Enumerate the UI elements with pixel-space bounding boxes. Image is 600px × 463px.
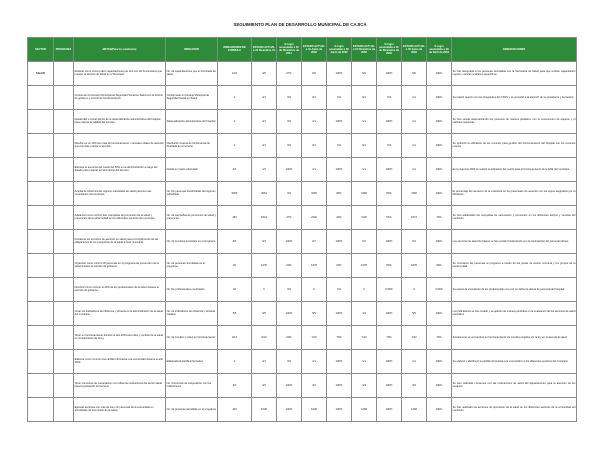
formula-cell: 1 — [218, 109, 252, 133]
meta-cell: Adelantar como mínimo diez campañas de promoción de la salud y prevención de la enfermedad en los diferentes sectores del municipio. — [74, 205, 166, 229]
formula-cell: 100 — [218, 397, 252, 421]
value-cell: 67% — [277, 61, 302, 85]
program-cell — [54, 181, 74, 205]
value-cell: 0/1 — [252, 349, 277, 373]
program-cell — [54, 109, 74, 133]
value-cell: 1574 — [402, 205, 427, 229]
document-title: SEGUIMIENTO PLAN DE DESARROLLO MUNICIPAL DE CAJICÁ — [233, 22, 367, 27]
indicator-cell: No. De profesionales nombrados — [166, 277, 218, 301]
program-cell — [54, 133, 74, 157]
value-cell: 100% — [327, 301, 352, 325]
value-cell: 3/3 — [302, 373, 327, 397]
value-cell: 100% — [427, 181, 452, 205]
value-cell: 0.00% — [427, 277, 452, 301]
indicator-cell: Sistematización administrativa del hospital — [166, 109, 218, 133]
value-cell: 1/1 — [352, 109, 377, 133]
formula-cell: 1 — [218, 85, 252, 109]
sector-cell — [28, 133, 54, 157]
column-header: % logro acumulado a 31 de Diciembre de 2011 — [277, 38, 302, 62]
value-cell: 100% — [427, 109, 452, 133]
value-cell: 100% — [427, 85, 452, 109]
value-cell: 70% — [377, 325, 402, 349]
meta-cell: Fortalecer los servicios de atención en salud para el cumplimiento de las obligaciones de los programas de la salud a nivel municipal. — [74, 229, 166, 253]
value-cell: 6/6 — [402, 61, 427, 85]
value-cell: 6/7 — [302, 229, 327, 253]
table-row — [28, 205, 577, 229]
value-cell: 100% — [327, 397, 352, 421]
value-cell: 1378 — [302, 253, 327, 277]
observation-cell: Se vincularon las personas al programa a través de las juntas de acción comunal y los grupos de la tercera edad. — [452, 253, 577, 277]
indicator-cell: No. de servicios prestados en el programa — [166, 229, 218, 253]
column-header: % logro acumulado a 30 Junio de 2002 — [327, 38, 352, 62]
meta-cell: Organizar como mínimo 30 personas en el programa de prevención de la salud durante el período de gobierno. — [74, 253, 166, 277]
indicator-cell: No. de campañas de promoción de salud y prevención — [166, 205, 218, 229]
table-row — [28, 253, 577, 277]
meta-cell: Ejecutar acciones con más de cien mil personas de la comunidad en actividades de promoción de la salud. — [74, 397, 166, 421]
value-cell: 4/4 — [352, 301, 377, 325]
table-row — [28, 85, 577, 109]
observation-cell: En la vigencia 2002 se realizó la aplicación del cuarto para el funcionamiento de la ESE del municipio. — [452, 157, 577, 181]
table-row — [28, 325, 577, 349]
value-cell: 2340 — [302, 205, 327, 229]
value-cell: 100% — [277, 397, 302, 421]
value-cell: 60% — [327, 253, 352, 277]
header-row — [28, 38, 577, 62]
program-cell — [54, 205, 74, 229]
table-row — [28, 277, 577, 301]
column-header: ESTADO ACTUAL a 31 Junio de 2002 — [302, 38, 327, 62]
value-cell: 0/1 — [252, 109, 277, 133]
value-cell: 80% — [327, 181, 352, 205]
program-cell — [54, 277, 74, 301]
value-cell: 100% — [427, 157, 452, 181]
value-cell: 7/10 — [352, 325, 377, 349]
value-cell: 80% — [427, 253, 452, 277]
value-cell: 0% — [327, 277, 352, 301]
sector-cell — [28, 325, 54, 349]
sector-cell — [28, 85, 54, 109]
meta-cell: Realizar como mínimo diez capacitaciones por año con los funcionarios que prestan el servicio de salud en el Municipio. — [74, 61, 166, 85]
sector-cell — [28, 277, 54, 301]
value-cell: 1/1 — [402, 109, 427, 133]
indicator-cell: No. de personas vinculadas en el programa — [166, 253, 218, 277]
value-cell: 100% — [277, 229, 302, 253]
formula-cell: 160 — [218, 205, 252, 229]
value-cell: 80% — [377, 253, 402, 277]
value-cell: 6/4 — [352, 229, 377, 253]
observation-cell: Se han designado a los personas vinculadas con la Secretaría de Salud para que reciban capacitación regular y asistan a talleres específicos. — [452, 61, 577, 85]
value-cell: 100% — [327, 109, 352, 133]
table-row — [28, 61, 577, 85]
value-cell: 6/6 — [352, 61, 377, 85]
value-cell: 3469 — [352, 181, 377, 205]
meta-cell: Elaborar como mínimo una cartilla informativa a la comunidad durante el año 2002. — [74, 349, 166, 373]
value-cell: 3/6 — [252, 61, 277, 85]
value-cell: 100% — [327, 229, 352, 253]
formula-cell: 3/3 — [218, 373, 252, 397]
value-cell: 1/1 — [302, 109, 327, 133]
value-cell: 0/1 — [252, 133, 277, 157]
column-header: ESTADO ACTUAL a 30 Junio de 2003 — [402, 38, 427, 62]
value-cell: 100% — [377, 373, 402, 397]
value-cell: 6 — [252, 277, 277, 301]
formula-cell: 30 — [218, 253, 252, 277]
value-cell: 0% — [377, 85, 402, 109]
value-cell: 100% — [277, 301, 302, 325]
table-row — [28, 181, 577, 205]
table-row — [28, 373, 577, 397]
observation-cell: El porcentaje del aumento de la cobertura se ha presentado de acuerdo con los cupos asignados por el Ministerio. — [452, 181, 577, 205]
value-cell: 1048 — [302, 397, 327, 421]
value-cell: 0 — [402, 277, 427, 301]
value-cell: 1/1 — [352, 349, 377, 373]
value-cell: 100% — [427, 373, 452, 397]
indicator-cell: Conformado el Consejo Municipal de Seguridad Social en Salud — [166, 85, 218, 109]
table-row — [28, 301, 577, 325]
table-row — [28, 133, 577, 157]
column-header: SECTOR — [28, 38, 54, 62]
value-cell: 0/1 — [252, 85, 277, 109]
sector-cell — [28, 349, 54, 373]
value-cell: 5/4 — [252, 229, 277, 253]
value-cell: 1/1 — [402, 157, 427, 181]
column-header: % logro acumulado a 30 de Abril de 2003 — [427, 38, 452, 62]
meta-cell: Desarrollar e incluir dentro de la sistematización administrativa del hospital para mejorar la calidad del servicio. — [74, 109, 166, 133]
program-cell — [54, 61, 74, 85]
indicator-cell: No. de personas atendidas en el programa — [166, 397, 218, 421]
column-header: ESTADO ACTUAL a 31 Diciembre 01 — [252, 38, 277, 62]
meta-cell: Conformar el Consejo Municipal de Seguridad Social en Salud con la función de gobierno y control de funcionamiento. — [74, 85, 166, 109]
value-cell: 100% — [377, 301, 402, 325]
value-cell: 6/10 — [252, 325, 277, 349]
value-cell: 3469 — [302, 181, 327, 205]
formula-cell: 1 — [218, 349, 252, 373]
program-cell — [54, 253, 74, 277]
value-cell: 37% — [277, 205, 302, 229]
indicator-cell: Desde un cuarto efectuado — [166, 157, 218, 181]
sector-cell — [28, 157, 54, 181]
value-cell: 60% — [277, 253, 302, 277]
value-cell: 100% — [377, 349, 402, 373]
column-header: % logro acumulado a 31 de Diciembre de 2002 — [377, 38, 402, 62]
sector-cell — [28, 205, 54, 229]
value-cell: 0/1 — [352, 133, 377, 157]
value-cell: 100% — [277, 373, 302, 397]
value-cell: 3/3 — [402, 373, 427, 397]
value-cell: 54% — [377, 205, 402, 229]
value-cell: 70% — [427, 205, 452, 229]
value-cell: 0% — [277, 277, 302, 301]
sector-cell — [28, 181, 54, 205]
observation-cell: Se optimizó la utilización de los recursos para gestión del funcionamiento del hospital con los recursos propios. — [452, 133, 577, 157]
value-cell: 0% — [277, 181, 302, 205]
value-cell: 0% — [327, 133, 352, 157]
value-cell: 1/1 — [402, 85, 427, 109]
sector-cell — [28, 373, 54, 397]
value-cell: 0 — [302, 277, 327, 301]
value-cell: 0/1 — [302, 133, 327, 157]
program-cell — [54, 373, 74, 397]
sector-cell — [28, 229, 54, 253]
program-cell — [54, 397, 74, 421]
value-cell: 100% — [277, 157, 302, 181]
value-cell: 100% — [377, 157, 402, 181]
value-cell: 100% — [427, 229, 452, 253]
formula-cell: 1 — [218, 133, 252, 157]
formula-cell: 10/4 — [218, 61, 252, 85]
value-cell: 1/1 — [302, 349, 327, 373]
value-cell: 100% — [427, 301, 452, 325]
observation-cell: Se han adelantado las campañas de vacunación y promoción en los diferentes barrios y veredas del municipio. — [452, 205, 577, 229]
program-cell — [54, 301, 74, 325]
value-cell: 7/10 — [402, 325, 427, 349]
value-cell: 1268 — [402, 397, 427, 421]
indicator-cell: No. de comités y redes en funcionamiento — [166, 325, 218, 349]
indicator-cell: Elaborada la cartilla informativa — [166, 349, 218, 373]
value-cell: 1844 — [252, 205, 277, 229]
value-cell: 1/1 — [402, 133, 427, 157]
column-header: OBSERVACIONES — [452, 38, 577, 62]
value-cell: 0% — [277, 133, 302, 157]
value-cell: 6/4 — [402, 229, 427, 253]
value-cell: 0% — [377, 133, 402, 157]
indicator-cell: No. de indicadores de eficiencia y eficacia creados — [166, 301, 218, 325]
formula-cell: 5/4 — [218, 229, 252, 253]
sector-cell — [28, 253, 54, 277]
program-cell — [54, 349, 74, 373]
program-cell — [54, 325, 74, 349]
observation-cell: Se han realizado convenios con las instituciones de salud del departamento para la atención de los usuarios. — [452, 373, 577, 397]
value-cell: 1678 — [352, 253, 377, 277]
sector-cell — [28, 397, 54, 421]
value-cell: 1/1 — [302, 157, 327, 181]
value-cell: 0% — [277, 85, 302, 109]
sector-cell: SALUD — [28, 61, 54, 85]
value-cell: 3/3 — [352, 373, 377, 397]
meta-cell: Nombrar como mínimo el 40% de los profesionales de la salud durante el período de gobierno. — [74, 277, 166, 301]
meta-cell: Ampliar la cobertura del régimen subsidiado de salud para los más necesitados del municipio. — [74, 181, 166, 205]
value-cell: 7/10 — [302, 325, 327, 349]
value-cell: 100% — [427, 61, 452, 85]
value-cell: 100% — [377, 229, 402, 253]
column-header: METAS(Para los cuatrienio) — [74, 38, 166, 62]
meta-cell: Efectuar el aumento del cuarto del 50% en la administración a cargo del Estado para mejorar la información del servicio. — [74, 157, 166, 181]
value-cell: 0/1 — [352, 85, 377, 109]
value-cell: 100% — [427, 133, 452, 157]
value-cell: 100% — [327, 349, 352, 373]
value-cell: 60% — [277, 325, 302, 349]
value-cell: 1268 — [352, 397, 377, 421]
value-cell: 0% — [277, 109, 302, 133]
column-header: INDICADOR — [166, 38, 218, 62]
value-cell: 1/1 — [352, 157, 377, 181]
observation-cell: Actualmente se encuentran en funcionamiento los comités exigidos por la ley en el área de la salud. — [452, 325, 577, 349]
value-cell: 100% — [327, 61, 352, 85]
value-cell: 80% — [377, 181, 402, 205]
indicator-table — [27, 37, 577, 422]
indicator-cell: No. de capacitaciones que lo formulado de salud — [166, 61, 218, 85]
meta-cell: Tener en funcionamiento durante el año 2001 las redes y comités de la salud en cumplimiento de la ley. — [74, 325, 166, 349]
value-cell: 5/5 — [402, 301, 427, 325]
table-row — [28, 397, 577, 421]
value-cell: 70% — [327, 325, 352, 349]
value-cell: 5/5 — [302, 301, 327, 325]
table-row — [28, 229, 577, 253]
formula-cell: 5/5 — [218, 301, 252, 325]
meta-cell: Diseñar en un 10% las rutas de funcionamiento, manuales vitales de atención que permitan prestar el servicio. — [74, 133, 166, 157]
value-cell: 4051 — [252, 181, 277, 205]
value-cell: 6/6 — [302, 61, 327, 85]
value-cell: 100% — [427, 397, 452, 421]
sector-cell — [28, 109, 54, 133]
value-cell: 100% — [427, 349, 452, 373]
program-cell — [54, 157, 74, 181]
value-cell: 7469 — [402, 181, 427, 205]
value-cell: 1/3 — [252, 157, 277, 181]
sector-cell — [28, 301, 54, 325]
formula-cell: 5000 — [218, 181, 252, 205]
value-cell: 0 — [352, 277, 377, 301]
column-header: INDICADORES DE FORMULA — [218, 38, 252, 62]
formula-cell: 4/10 — [218, 325, 252, 349]
value-cell: 3/3 — [252, 373, 277, 397]
observation-cell: Los servicios de atención básica se han venido fortaleciendo con la contratación del personal idóneo. — [452, 229, 577, 253]
value-cell: 40% — [327, 205, 352, 229]
table-body — [28, 61, 577, 421]
program-cell — [54, 229, 74, 253]
value-cell: 3140 — [352, 205, 377, 229]
column-header: ESTADO ACTUAL a 31 Diciembre de 2002 — [352, 38, 377, 62]
value-cell: 0/1 — [302, 85, 327, 109]
value-cell: 1/1 — [402, 349, 427, 373]
observation-cell: Los indicadores se han creado y se aplican de manera periódica en la evaluación de los servicios de salud prestados. — [452, 301, 577, 325]
table-row — [28, 157, 577, 181]
indicator-cell: No. Convenios de cooperación con las instituciones — [166, 373, 218, 397]
table-row — [28, 109, 577, 133]
observation-cell: Se han venido sistematizando los procesos de manera paulatina, con la consecución de equipos y el software requerido. — [452, 109, 577, 133]
value-cell: 0.00% — [377, 277, 402, 301]
value-cell: 100% — [377, 109, 402, 133]
value-cell: 5/5 — [252, 301, 277, 325]
value-cell: 1878 — [402, 253, 427, 277]
program-cell — [54, 85, 74, 109]
meta-cell: Crear los indicadores de eficiencia y eficacia en la administración de la salud del municipio. — [74, 301, 166, 325]
meta-cell: Tener convenios de cooperación con todas las instituciones del sector salud para la prestación del servicio. — [74, 373, 166, 397]
indicator-cell: No. De personas beneficiadas del régimen subsidiado — [166, 181, 218, 205]
observation-cell: Se elaboró y distribuyó la cartilla informativa a la comunidad en los diferentes sectores del municipio. — [452, 349, 577, 373]
value-cell: 1048 — [252, 397, 277, 421]
value-cell: 1378 — [252, 253, 277, 277]
table-row — [28, 349, 577, 373]
column-header: PROGRAMA — [54, 38, 74, 62]
indicator-cell: Diseñación cuanta de funcionamiento diseñada en el servicio — [166, 133, 218, 157]
observation-cell: Se realizó reunión con los integrantes del CSSS y se procedió a la elección de su presidente y secretario. — [452, 85, 577, 109]
observation-cell: Se han realizado las acciones de promoción de la salud en los diferentes sectores de la comunidad del municipio. — [452, 397, 577, 421]
observation-cell: Se espera la vinculación de los profesionales una vez se defina la planta de personal del hospital. — [452, 277, 577, 301]
value-cell: 0% — [327, 85, 352, 109]
value-cell: 0% — [277, 349, 302, 373]
value-cell: 100% — [377, 61, 402, 85]
value-cell: 70% — [427, 325, 452, 349]
value-cell: 100% — [327, 157, 352, 181]
value-cell: 100% — [377, 397, 402, 421]
value-cell: 100% — [327, 373, 352, 397]
table-header — [28, 38, 577, 62]
formula-cell: 3/1 — [218, 157, 252, 181]
formula-cell: 40 — [218, 277, 252, 301]
